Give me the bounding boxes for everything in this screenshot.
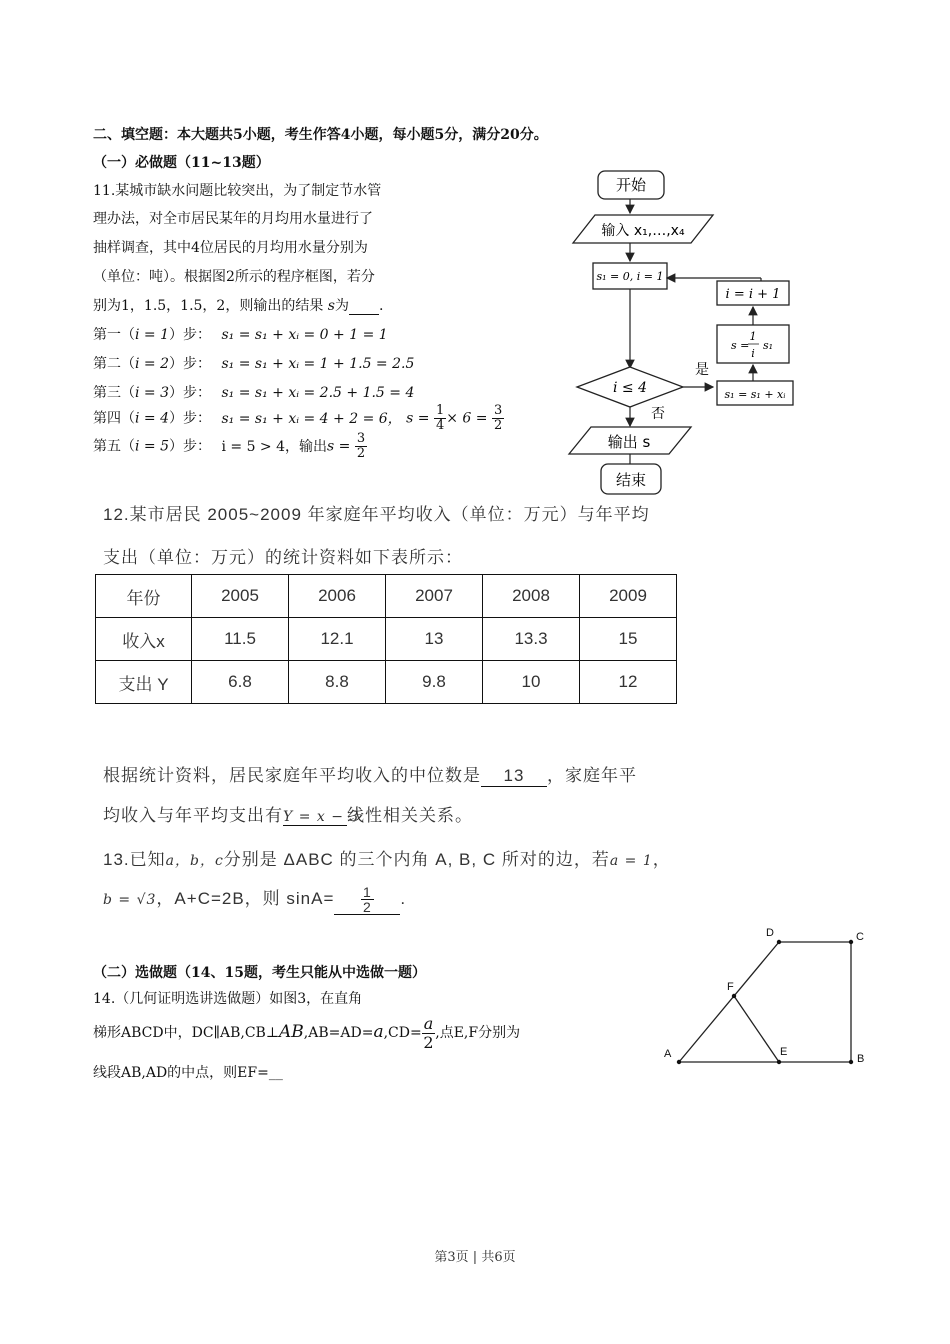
q14-text-c: ,CD=	[383, 1025, 422, 1041]
q14-line-3: 线段AB,AD的中点，则EF=__	[93, 1065, 283, 1081]
q12-ans1-post: ，家庭年平	[547, 766, 637, 785]
flow-start-text: 开始	[615, 176, 647, 194]
flow-no-label: 否	[651, 406, 665, 422]
q11-end: .	[378, 298, 384, 314]
q13-ans-num: 1	[363, 884, 372, 901]
part1-title: （一）必做题（11~13题）	[93, 155, 270, 171]
q14-text-d: ,点E,F分别为	[435, 1025, 521, 1041]
step-prefix: 第一（	[93, 327, 135, 343]
q11-line-1: 11.某城市缺水问题比较突出，为了制定节水管	[93, 183, 382, 199]
table-cell: 收入x	[96, 618, 192, 661]
q11-line-4: （单位：吨）。根据图2所示的程序框图，若分	[93, 269, 375, 285]
edge-ad	[679, 942, 779, 1062]
q12-ans2-pre: 均收入与年平均支出有	[103, 806, 283, 825]
table-cell: 年份	[96, 575, 192, 618]
step-result	[492, 404, 504, 432]
label-e: E	[780, 1046, 788, 1058]
point-c	[849, 940, 853, 944]
step-extra: s =	[406, 410, 434, 427]
q11-tail: 为	[334, 298, 349, 314]
flow-input-text: 输入 x₁,…,x₄	[601, 223, 685, 239]
table-cell: 8.8	[289, 661, 386, 704]
label-c: C	[856, 931, 864, 943]
part2-title: （二）选做题（14、15题，考生只能从中选做一题）	[93, 965, 426, 981]
label-d: D	[766, 927, 774, 939]
step-extra2: × 6 =	[446, 410, 492, 427]
frac-num: 1	[435, 404, 445, 418]
q11-step-1	[93, 324, 388, 344]
table-cell: 支出 Y	[96, 661, 192, 704]
table-header-row	[96, 575, 677, 618]
table-cell: 2009	[580, 575, 677, 618]
step-mid: ）步：	[169, 356, 212, 372]
q11-line-5	[93, 295, 383, 315]
table-cell: 9.8	[386, 661, 483, 704]
figure3-trapezoid	[655, 920, 875, 1080]
table-cell: 15	[580, 618, 677, 661]
edge-fe	[734, 996, 779, 1062]
q13-end: .	[400, 889, 407, 908]
q14-frac-den: 2	[423, 1032, 434, 1052]
step-extra: s =	[327, 438, 355, 455]
table-cell: 6.8	[192, 661, 289, 704]
step-eq: s₁ = s₁ + xᵢ = 2.5 + 1.5 = 4	[221, 385, 415, 401]
flow-s-frac-num: 1	[749, 330, 757, 343]
q11-step-5	[93, 432, 367, 460]
table-row	[96, 618, 677, 661]
q13-ask: ，A+C=2B，则 sinA=	[156, 889, 335, 908]
step-i: i = 1	[135, 327, 170, 343]
table-row	[96, 661, 677, 704]
q11-step-3	[93, 382, 414, 402]
q12-ans1-pre: 根据统计资料，居民家庭年平均收入的中位数是	[103, 766, 481, 785]
point-d	[777, 940, 781, 944]
q14-text-a: 梯形ABCD中，DC∥AB,CB⊥	[93, 1025, 280, 1041]
flow-init-text: s₁ = 0, i = 1	[596, 270, 664, 283]
step-eq: i = 5 > 4，输出	[221, 438, 328, 455]
table-cell: 10	[483, 661, 580, 704]
step-eq: s₁ = s₁ + xᵢ = 0 + 1 = 1	[221, 327, 388, 343]
table-cell: 12.1	[289, 618, 386, 661]
point-f	[732, 994, 736, 998]
step-frac	[434, 404, 446, 432]
label-b: B	[857, 1053, 865, 1065]
frac-den: 4	[435, 418, 445, 432]
step-prefix: 第三（	[93, 385, 135, 401]
q14-line-1: 14.（几何证明选讲选做题）如图3，在直角	[93, 991, 363, 1007]
label-f: F	[727, 981, 734, 993]
q13-cond-b: b = √3	[103, 892, 157, 908]
table-cell: 2006	[289, 575, 386, 618]
flow-s-tail: s₁	[763, 339, 774, 352]
q14-text-b: ,AB=AD=	[303, 1025, 374, 1041]
q13-ans-den: 2	[363, 899, 372, 916]
q14-line-2	[93, 1014, 520, 1058]
q11-answer-blank	[349, 298, 379, 315]
step-eq: s₁ = s₁ + xᵢ = 4 + 2 = 6，	[221, 410, 402, 427]
flow-incr-text: i = i + 1	[725, 287, 781, 302]
flow-s-frac-den: i	[751, 347, 755, 360]
table-cell: 13.3	[483, 618, 580, 661]
q14-ab: AB	[279, 1022, 304, 1042]
table-cell: 2007	[386, 575, 483, 618]
table-cell: 13	[386, 618, 483, 661]
q12-ans2-post: 线性相关关系。	[347, 806, 473, 825]
result-den: 2	[356, 446, 366, 460]
flow-end-text: 结束	[615, 471, 647, 489]
step-result	[355, 432, 367, 460]
step-prefix: 第四（	[93, 410, 135, 427]
flow-output-text: 输出 s	[607, 433, 651, 451]
q11-step-4	[93, 404, 529, 432]
point-b	[849, 1060, 853, 1064]
step-i: i = 5	[135, 438, 170, 455]
q11-line-3: 抽样调查，其中4位居民的月均用水量分别为	[93, 240, 368, 256]
flowchart	[555, 165, 805, 495]
q12-answer-line-1	[103, 761, 637, 787]
point-a	[677, 1060, 681, 1064]
q11-line-2: 理办法，对全市居民某年的月均用水量进行了	[93, 211, 373, 227]
q14-a: a	[373, 1022, 384, 1042]
step-mid: ）步：	[169, 327, 212, 343]
step-i: i = 3	[135, 385, 170, 401]
step-eq: s₁ = s₁ + xᵢ = 1 + 1.5 = 2.5	[221, 356, 415, 372]
table-cell: 2005	[192, 575, 289, 618]
step-prefix: 第二（	[93, 356, 135, 372]
table-cell: 12	[580, 661, 677, 704]
q13-prefix: 13.已知	[103, 850, 166, 869]
q13-line-2	[103, 884, 406, 915]
q14-frac-num: a	[423, 1013, 434, 1033]
q13-cond-a: a = 1	[609, 853, 653, 869]
q12-line-2: 支出（单位：万元）的统计资料如下表所示：	[103, 548, 463, 567]
q11-line-5-text: 别为1，1.5，1.5，2，则输出的结果	[93, 298, 324, 314]
step-mid: ）步：	[169, 410, 212, 427]
table-cell: 2008	[483, 575, 580, 618]
q12-median-answer: 13	[481, 766, 547, 787]
result-num: 3	[493, 404, 503, 418]
step-i: i = 2	[135, 356, 170, 372]
result-num: 3	[356, 432, 366, 446]
step-mid: ）步：	[169, 438, 212, 455]
table-cell: 11.5	[192, 618, 289, 661]
q13-line-1	[103, 845, 671, 870]
q12-answer-line-2	[103, 801, 473, 826]
result-den: 2	[493, 418, 503, 432]
q12-line-1: 12.某市居民 2005~2009 年家庭年平均收入（单位：万元）与年平均	[103, 505, 650, 524]
flow-cond-text: i ≤ 4	[612, 380, 648, 396]
section-title: 二、填空题：本大题共5小题，考生作答4小题，每小题5分，满分20分。	[93, 127, 548, 143]
flow-accum-text: s₁ = s₁ + xᵢ	[724, 388, 786, 401]
q11-s-var: s	[327, 298, 335, 314]
point-e	[777, 1060, 781, 1064]
q13-text: 分别是 ΔABC 的三个内角 A, B, C 所对的边，若	[223, 850, 610, 869]
q13-answer	[334, 885, 400, 915]
flow-s-eq: s =	[731, 339, 750, 352]
step-prefix: 第五（	[93, 438, 135, 455]
step-i: i = 4	[135, 410, 170, 427]
step-mid: ）步：	[169, 385, 212, 401]
page-footer: 第3页 | 共6页	[434, 1250, 516, 1265]
stat-table	[95, 574, 677, 704]
q11-step-2	[93, 353, 414, 373]
label-a: A	[664, 1048, 672, 1060]
flow-yes-label: 是	[695, 362, 709, 378]
q13-comma: ，	[652, 850, 671, 869]
q13-vars: a，b，c	[165, 853, 224, 869]
q12-regression-answer: Y = x − 3	[283, 809, 360, 825]
